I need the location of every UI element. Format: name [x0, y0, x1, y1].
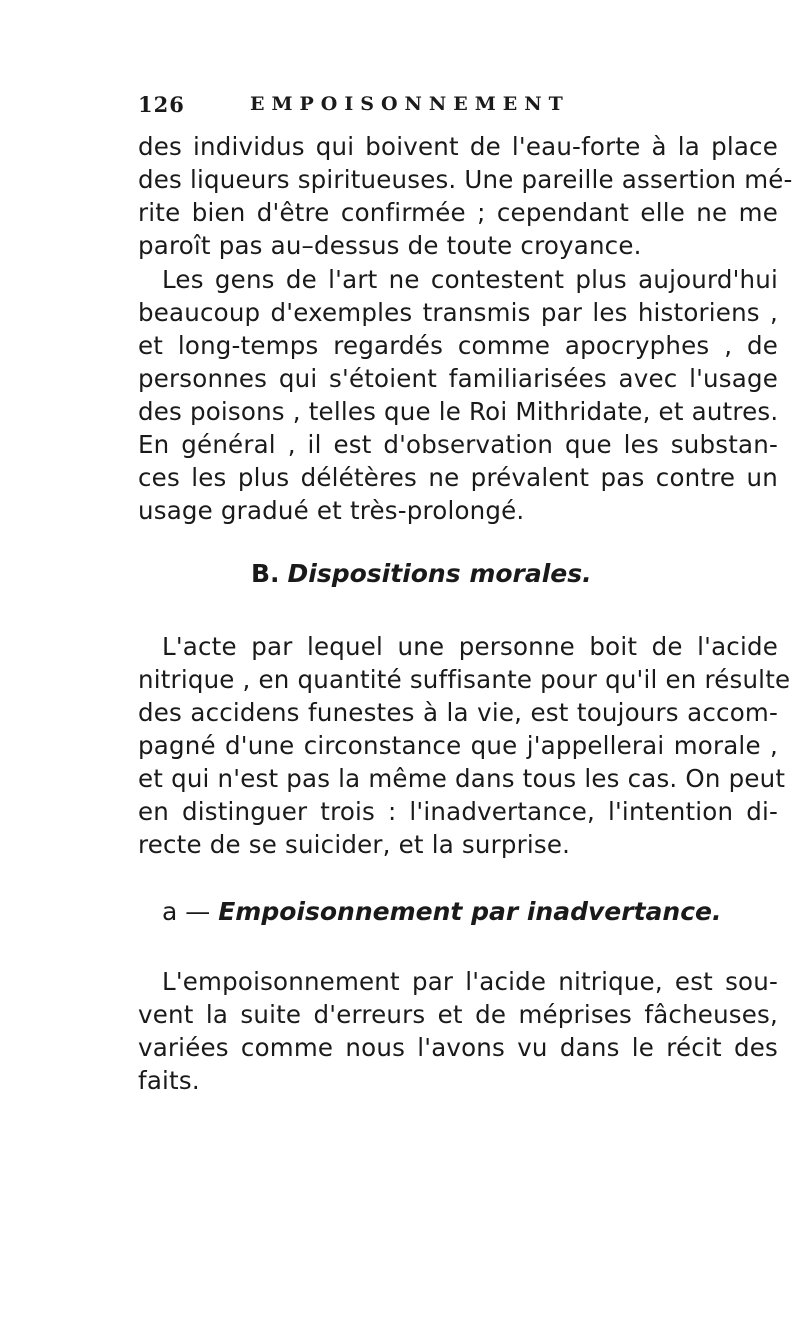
text-line: des individus qui boivent de l'eau-forte à la place [138, 132, 778, 161]
section-title: Empoisonnement par inadvertance. [218, 897, 722, 926]
text-line: usage gradué et très-prolongé. [138, 496, 525, 525]
section-heading-a [138, 895, 778, 929]
text-line: personnes qui s'étoient familiarisées avec l'usage [138, 364, 778, 393]
section-label: a — [162, 897, 211, 926]
text-line: et long-temps regardés comme apocryphes , de [138, 331, 778, 360]
page-number: 126 [138, 92, 185, 117]
text-line: recte de se suicider, et la surprise. [138, 830, 571, 859]
text-line: L'acte par lequel une personne boit de l'acide [162, 632, 778, 661]
text-line: L'empoisonnement par l'acide nitrique, est sou- [162, 967, 778, 996]
section-label: B. [251, 559, 280, 588]
text-line: nitrique , en quantité suffisante pour qu'il en résulte [138, 665, 791, 694]
text-line: Les gens de l'art ne contestent plus aujourd'hui [162, 265, 778, 294]
text-line: beaucoup d'exemples transmis par les historiens , [138, 298, 778, 327]
text-line: variées comme nous l'avons vu dans le récit des [138, 1033, 778, 1062]
running-title: EMPOISONNEMENT [250, 93, 570, 115]
text-line: faits. [138, 1066, 200, 1095]
section-heading-b [138, 557, 778, 591]
text-line: en distinguer trois : l'inadvertance, l'intention di- [138, 797, 778, 826]
text-line: vent la suite d'erreurs et de méprises fâcheuses, [138, 1000, 778, 1029]
text-line: des poisons , telles que le Roi Mithridate, et autres. [138, 397, 779, 426]
text-line: rite bien d'être confirmée ; cependant elle ne me [138, 198, 778, 227]
text-line: et qui n'est pas la même dans tous les cas. On peut [138, 764, 786, 793]
running-head [138, 90, 778, 120]
text-line: En général , il est d'observation que les substan- [138, 430, 778, 459]
text-line: des liqueurs spiritueuses. Une pareille assertion mé- [138, 165, 793, 194]
section-title: Dispositions morales. [287, 559, 592, 588]
text-line: paroît pas au–dessus de toute croyance. [138, 231, 642, 260]
text-line: ces les plus délétères ne prévalent pas contre un [138, 463, 778, 492]
text-line: pagné d'une circonstance que j'appellerai morale , [138, 731, 778, 760]
text-line: des accidens funestes à la vie, est toujours accom- [138, 698, 778, 727]
